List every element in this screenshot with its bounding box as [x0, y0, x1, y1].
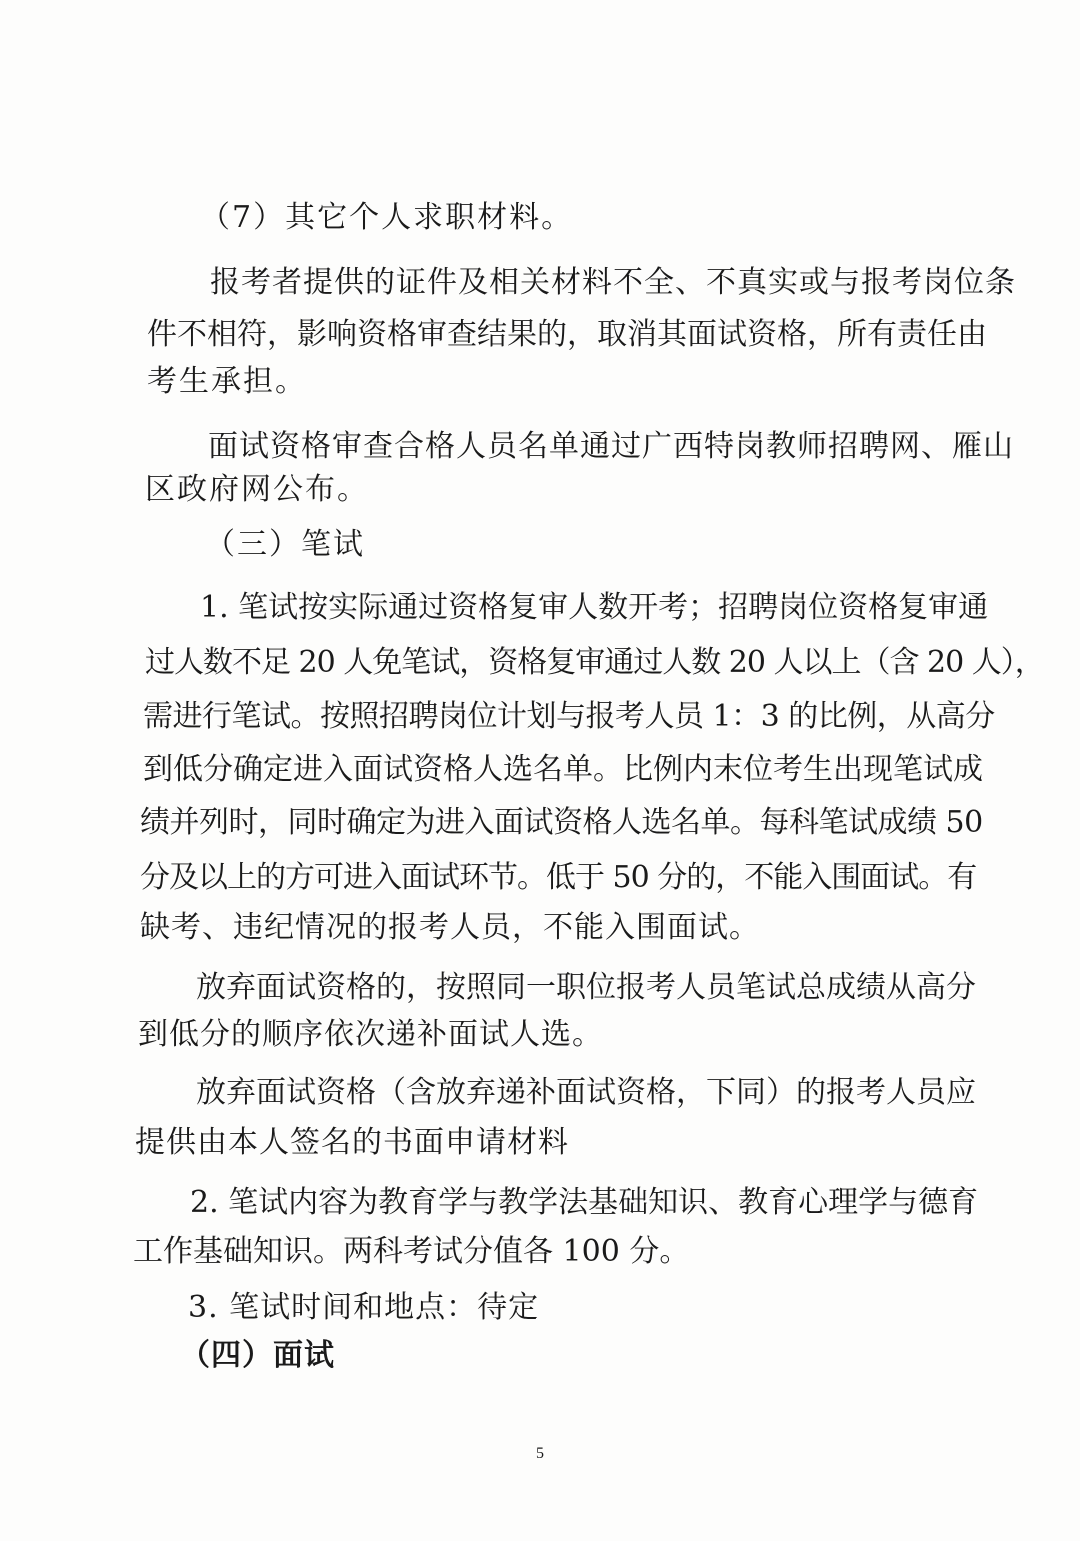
paragraph-line: 报考者提供的证件及相关材料不全、不真实或与报考岗位条 — [210, 265, 1016, 300]
material-item-7: （7）其它个人求职材料。 — [200, 200, 574, 235]
paragraph-line: 工作基础知识。两科考试分值各 100 分。 — [133, 1234, 690, 1269]
paragraph-line: 提供由本人签名的书面申请材料 — [135, 1125, 569, 1160]
paragraph-line: 到低分的顺序依次递补面试人选。 — [138, 1017, 603, 1052]
paragraph-line: 绩并列时，同时确定为进入面试资格人选名单。每科笔试成绩 50 — [140, 805, 983, 840]
paragraph-line: 缺考、违纪情况的报考人员，不能入围面试。 — [140, 910, 760, 945]
section-heading-interview: （四）面试 — [180, 1338, 335, 1373]
paragraph-line: 分及以上的方可进入面试环节。低于 50 分的，不能入围面试。有 — [140, 860, 977, 895]
paragraph-line: 放弃面试资格（含放弃递补面试资格，下同）的报考人员应 — [196, 1075, 976, 1110]
page-number: 5 — [536, 1445, 544, 1462]
paragraph-line: 1. 笔试按实际通过资格复审人数开考；招聘岗位资格复审通 — [200, 590, 989, 625]
paragraph-line: 需进行笔试。按照招聘岗位计划与报考人员 1：3 的比例，从高分 — [143, 699, 995, 734]
paragraph-line: 面试资格审查合格人员名单通过广西特岗教师招聘网、雁山 — [208, 429, 1014, 464]
paragraph-line: 过人数不足 20 人免笔试，资格复审通过人数 20 人以上（含 20 人）， — [145, 645, 1044, 680]
paragraph-line: 2. 笔试内容为教育学与教学法基础知识、教育心理学与德育 — [190, 1185, 979, 1220]
paragraph-line: 考生承担。 — [147, 364, 307, 399]
paragraph-line: 区政府网公布。 — [145, 472, 369, 507]
paragraph-line: 到低分确定进入面试资格人选名单。比例内末位考生出现笔试成 — [143, 752, 983, 787]
paragraph-line: 放弃面试资格的，按照同一职位报考人员笔试总成绩从高分 — [196, 970, 976, 1005]
paragraph-line: 3. 笔试时间和地点：待定 — [188, 1290, 540, 1325]
section-heading-written-exam: （三）笔试 — [205, 527, 365, 562]
paragraph-line: 件不相符，影响资格审查结果的，取消其面试资格，所有责任由 — [147, 317, 987, 352]
